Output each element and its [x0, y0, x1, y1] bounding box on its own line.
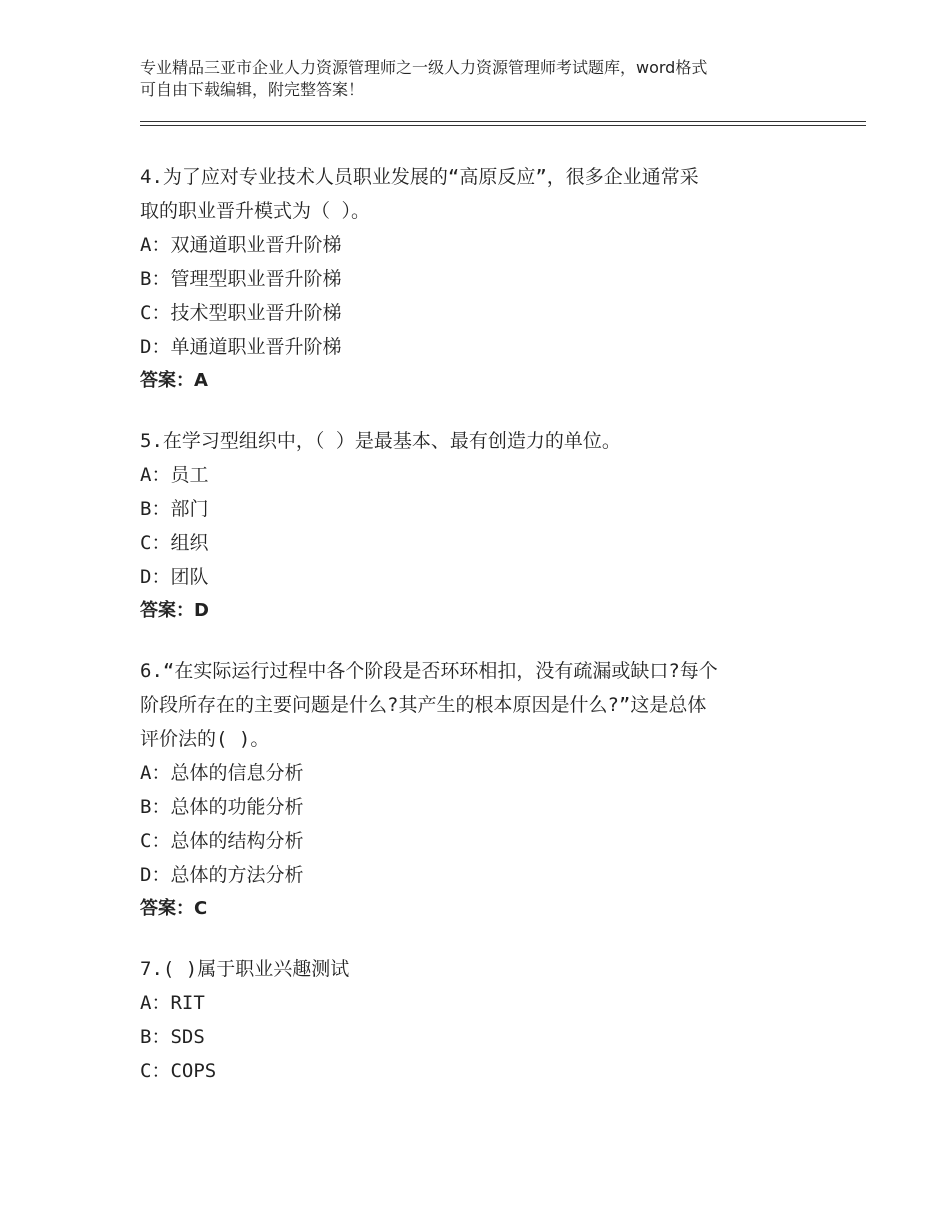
question-stem-line: 阶段所存在的主要问题是什么?其产生的根本原因是什么?”这是总体 — [140, 694, 707, 716]
question-4 — [140, 160, 840, 398]
question-stem-line: 7.( )属于职业兴趣测试 — [140, 958, 350, 980]
option-c: C：总体的结构分析 — [140, 830, 304, 852]
question-7 — [140, 952, 840, 1088]
option-c: C：技术型职业晋升阶梯 — [140, 302, 342, 324]
question-5 — [140, 424, 840, 628]
header-line-2: 可自由下载编辑，附完整答案！ — [140, 80, 365, 99]
option-b: B：管理型职业晋升阶梯 — [140, 268, 342, 290]
question-stem-line: 6.“在实际运行过程中各个阶段是否环环相扣，没有疏漏或缺口?每个 — [140, 660, 718, 682]
option-a: A：RIT — [140, 992, 205, 1014]
option-a: A：员工 — [140, 464, 209, 486]
option-d: D：团队 — [140, 566, 209, 588]
question-6 — [140, 654, 840, 926]
document-header — [140, 57, 820, 101]
option-c: C：COPS — [140, 1060, 217, 1082]
option-d: D：单通道职业晋升阶梯 — [140, 336, 342, 358]
question-stem-line: 5.在学习型组织中，（ ）是最基本、最有创造力的单位。 — [140, 430, 621, 452]
question-stem-line: 取的职业晋升模式为（ ）。 — [140, 200, 370, 222]
header-line-1: 专业精品三亚市企业人力资源管理师之一级人力资源管理师考试题库，word格式 — [140, 58, 708, 77]
answer-label: 答案：C — [140, 898, 208, 919]
question-list — [140, 160, 840, 1114]
option-b: B：总体的功能分析 — [140, 796, 304, 818]
question-stem-line: 评价法的( )。 — [140, 728, 270, 750]
option-b: B：部门 — [140, 498, 209, 520]
header-divider-bottom — [140, 125, 866, 126]
header-divider-top — [140, 121, 866, 122]
option-b: B：SDS — [140, 1026, 205, 1048]
option-c: C：组织 — [140, 532, 209, 554]
question-stem-line: 4.为了应对专业技术人员职业发展的“高原反应”，很多企业通常采 — [140, 166, 699, 188]
option-d: D：总体的方法分析 — [140, 864, 304, 886]
answer-label: 答案：D — [140, 600, 209, 621]
option-a: A：双通道职业晋升阶梯 — [140, 234, 342, 256]
answer-label: 答案：A — [140, 370, 208, 391]
option-a: A：总体的信息分析 — [140, 762, 304, 784]
